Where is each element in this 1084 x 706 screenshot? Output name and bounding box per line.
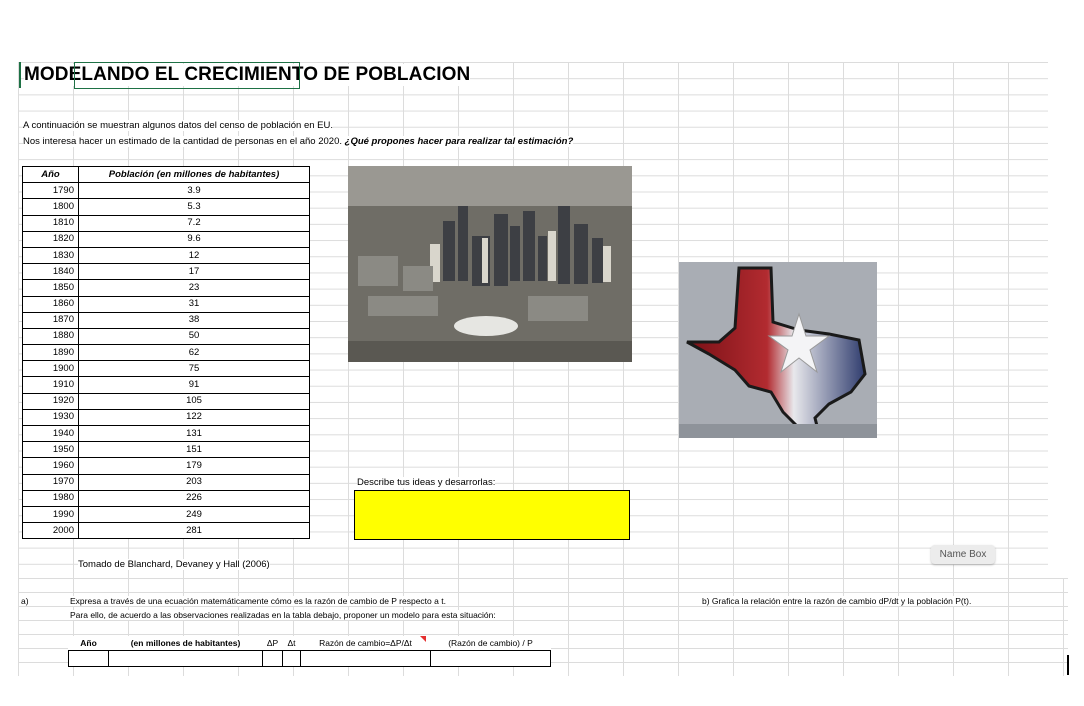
texas-image-band (679, 424, 877, 438)
table-row (23, 377, 310, 393)
table-row (23, 345, 310, 361)
cell-population[interactable]: 62 (79, 345, 310, 361)
city-skyline-illustration (348, 166, 632, 362)
table-row (23, 426, 310, 442)
header-rate-over-p[interactable]: (Razón de cambio) / P (431, 636, 551, 651)
cell-population[interactable]: 179 (79, 458, 310, 474)
table-row (23, 409, 310, 425)
comment-indicator-icon[interactable] (420, 636, 426, 642)
cell-year[interactable]: 1970 (23, 474, 79, 490)
intro-line-2-plain: Nos interesa hacer un estimado de la cantidad de personas en el año 2020. (23, 136, 342, 147)
header-rate-of-change[interactable]: Razón de cambio=ΔP/Δt (301, 636, 431, 651)
column-header-population[interactable]: Población (en millones de habitantes) (79, 167, 310, 183)
table-row (23, 506, 310, 522)
texas-collage-image (679, 262, 877, 438)
section-b-text: b) Grafica la relación entre la razón de cambio dP/dt y la población P(t). (702, 596, 972, 606)
table-row (23, 264, 310, 280)
cell-population[interactable]: 31 (79, 296, 310, 312)
table-row (23, 458, 310, 474)
ideas-input-cell[interactable] (354, 490, 630, 540)
cell-year[interactable]: 1910 (23, 377, 79, 393)
table-row (23, 247, 310, 263)
table-row (23, 393, 310, 409)
city-skyline-image (348, 166, 632, 362)
table-row (69, 651, 551, 667)
section-a-line-1: Expresa a través de una ecuación matemáticamente cómo es la razón de cambio de P respecto a t. (70, 596, 446, 606)
source-citation: Tomado de Blanchard, Devaney y Hall (2006) (78, 559, 270, 570)
cell-year[interactable]: 1830 (23, 247, 79, 263)
cell-population[interactable]: 122 (79, 409, 310, 425)
cell-year[interactable]: 1980 (23, 490, 79, 506)
cell-rate[interactable] (301, 651, 431, 667)
cell-year[interactable] (69, 651, 109, 667)
selected-cell[interactable] (74, 62, 300, 89)
cell-delta-t[interactable] (283, 651, 301, 667)
cell-year[interactable]: 1960 (23, 458, 79, 474)
cell-delta-p[interactable] (263, 651, 283, 667)
header-delta-p[interactable]: ΔP (263, 636, 283, 651)
cell-population[interactable]: 12 (79, 247, 310, 263)
cell-population[interactable]: 75 (79, 361, 310, 377)
table-row (23, 231, 310, 247)
cell-year[interactable]: 1810 (23, 215, 79, 231)
describe-label: Describe tus ideas y desarrorlas: (357, 477, 496, 488)
table-row (23, 523, 310, 539)
cell-population[interactable] (109, 651, 263, 667)
cell-year[interactable]: 1930 (23, 409, 79, 425)
cell-population[interactable]: 38 (79, 312, 310, 328)
header-population[interactable]: (en millones de habitantes) (109, 636, 263, 651)
cell-population[interactable]: 281 (79, 523, 310, 539)
cell-year[interactable]: 1860 (23, 296, 79, 312)
table-row (23, 490, 310, 506)
cell-year[interactable]: 1870 (23, 312, 79, 328)
cell-population[interactable]: 249 (79, 506, 310, 522)
sheet-title: MODELANDO EL CRECIMIENTO DE POBLACION (24, 64, 471, 85)
table-row (23, 183, 310, 199)
cell-year[interactable]: 1950 (23, 442, 79, 458)
texas-map-icon (679, 262, 877, 438)
header-year[interactable]: Año (69, 636, 109, 651)
population-table (22, 166, 310, 539)
cell-population[interactable]: 50 (79, 328, 310, 344)
cell-population[interactable]: 7.2 (79, 215, 310, 231)
cell-population[interactable]: 131 (79, 426, 310, 442)
cell-population[interactable]: 5.3 (79, 199, 310, 215)
column-header-year[interactable]: Año (23, 167, 79, 183)
intro-line-2 (23, 136, 573, 147)
population-table-body (23, 183, 310, 539)
section-a-label: a) (21, 596, 29, 606)
cell-ratio[interactable] (431, 651, 551, 667)
intro-line-1: A continuación se muestran algunos datos del censo de población en EU. (23, 120, 334, 131)
intro-question: ¿Qué propones hacer para realizar tal estimación? (344, 136, 574, 147)
table-row (23, 280, 310, 296)
cell-year[interactable]: 1920 (23, 393, 79, 409)
cell-year[interactable]: 1800 (23, 199, 79, 215)
table-row (23, 215, 310, 231)
text-cursor (1067, 655, 1069, 675)
section-a-line-2: Para ello, de acuerdo a las observaciones realizadas en la tabla debajo, proponer un modelo para esta situación: (70, 610, 496, 620)
cell-population[interactable]: 105 (79, 393, 310, 409)
cell-population[interactable]: 3.9 (79, 183, 310, 199)
cell-population[interactable]: 91 (79, 377, 310, 393)
cell-population[interactable]: 9.6 (79, 231, 310, 247)
cell-year[interactable]: 1880 (23, 328, 79, 344)
table-row (23, 296, 310, 312)
cell-population[interactable]: 226 (79, 490, 310, 506)
cell-population[interactable]: 17 (79, 264, 310, 280)
cell-year[interactable]: 1940 (23, 426, 79, 442)
header-delta-t[interactable]: Δt (283, 636, 301, 651)
cell-year[interactable]: 1820 (23, 231, 79, 247)
change-rate-table (68, 636, 551, 667)
cell-year[interactable]: 1900 (23, 361, 79, 377)
cell-year[interactable]: 1790 (23, 183, 79, 199)
cell-year[interactable]: 2000 (23, 523, 79, 539)
cell-year[interactable]: 1890 (23, 345, 79, 361)
table-row (23, 442, 310, 458)
table-row (23, 328, 310, 344)
table-row (23, 361, 310, 377)
cell-population[interactable]: 23 (79, 280, 310, 296)
name-box[interactable]: Name Box (931, 545, 995, 564)
cell-year[interactable]: 1850 (23, 280, 79, 296)
table-row (23, 199, 310, 215)
table-row (23, 312, 310, 328)
selection-indicator (19, 62, 21, 88)
table-row (23, 474, 310, 490)
cell-year[interactable]: 1990 (23, 506, 79, 522)
cell-year[interactable]: 1840 (23, 264, 79, 280)
cell-population[interactable]: 203 (79, 474, 310, 490)
cell-population[interactable]: 151 (79, 442, 310, 458)
